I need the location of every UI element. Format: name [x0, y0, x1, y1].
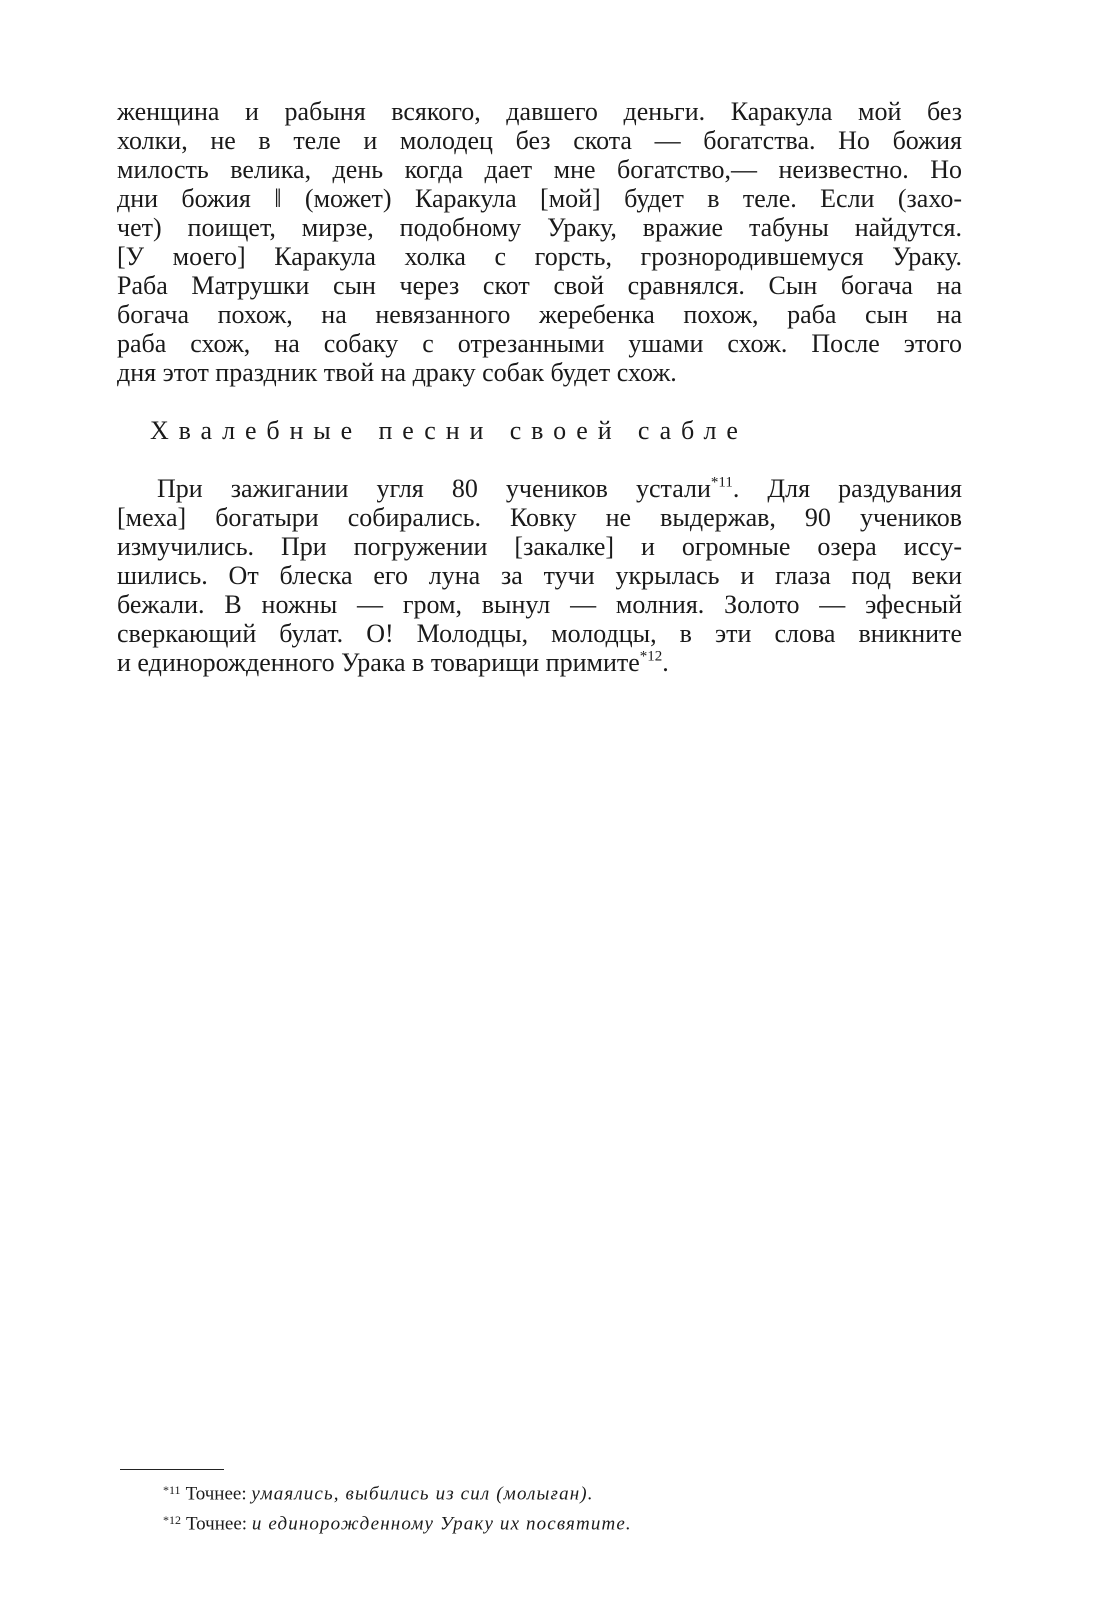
footnote-text: умаялись, выбились из сил (молыған). — [251, 1483, 594, 1505]
footnote-mark: *11 — [163, 1483, 181, 1497]
section-heading: Хвалебные песни своей сабле — [150, 416, 748, 445]
text-fragment: При зажигании угля 80 учеников устали — [157, 474, 711, 503]
paragraph-2 — [117, 474, 962, 677]
text-line: женщина и рабыня всякого, давшего деньги. Каракула мой без — [117, 97, 962, 126]
text-line: Раба Матрушки сын через скот свой сравнялся. Сын богача на — [117, 271, 962, 300]
text-line: чет) поищет, мирзе, подобному Ураку, вражие табуны найдутся. — [117, 213, 962, 242]
footnote-divider — [120, 1469, 224, 1470]
text-fragment: . — [662, 648, 669, 677]
text-line: шились. От блеска его луна за тучи укрылась и глаза под веки — [117, 561, 962, 590]
text-line: милость велика, день когда дает мне богатство,— неизвестно. Но — [117, 155, 962, 184]
paragraph-1 — [117, 97, 962, 387]
footnote-text: и единорожденному Ураку их посвятите. — [251, 1513, 632, 1535]
text-line — [117, 648, 962, 677]
footnote-ref-11[interactable]: *11 — [710, 474, 733, 491]
text-line — [117, 474, 962, 503]
footnotes — [163, 1477, 632, 1538]
text-line: раба схож, на собаку с отрезанными ушами схож. После этого — [117, 329, 962, 358]
footnote-12 — [163, 1507, 632, 1537]
footnote-label: Точнее: — [186, 1513, 248, 1535]
footnote-mark: *12 — [163, 1513, 181, 1528]
text-line: [меха] богатыри собирались. Ковку не выдержав, 90 учеников — [117, 503, 962, 532]
footnote-ref-12[interactable]: *12 — [639, 648, 663, 665]
text-line: холки, не в теле и молодец без скота — богатства. Но божия — [117, 126, 962, 155]
text-line: дни божия ‖ (может) Каракула [мой] будет в теле. Если (захо- — [117, 184, 962, 213]
text-line: богача похож, на невязанного жеребенка похож, раба сын на — [117, 300, 962, 329]
text-line: бежали. В ножны — гром, вынул — молния. Золото — эфесный — [117, 590, 962, 619]
text-fragment: . Для раздувания — [732, 474, 963, 503]
text-line: [У моего] Каракула холка с горсть, грознородившемуся Ураку. — [117, 242, 962, 271]
text-line: измучились. При погружении [закалке] и огромные озера иссу- — [117, 532, 962, 561]
text-line: дня этот праздник твой на драку собак будет схож. — [117, 358, 677, 387]
footnote-11 — [163, 1477, 632, 1507]
text-fragment: и единорожденного Урака в товарищи примите — [117, 648, 640, 677]
footnote-label: Точнее: — [185, 1483, 247, 1505]
text-line: сверкающий булат. О! Молодцы, молодцы, в эти слова вникните — [117, 619, 962, 648]
